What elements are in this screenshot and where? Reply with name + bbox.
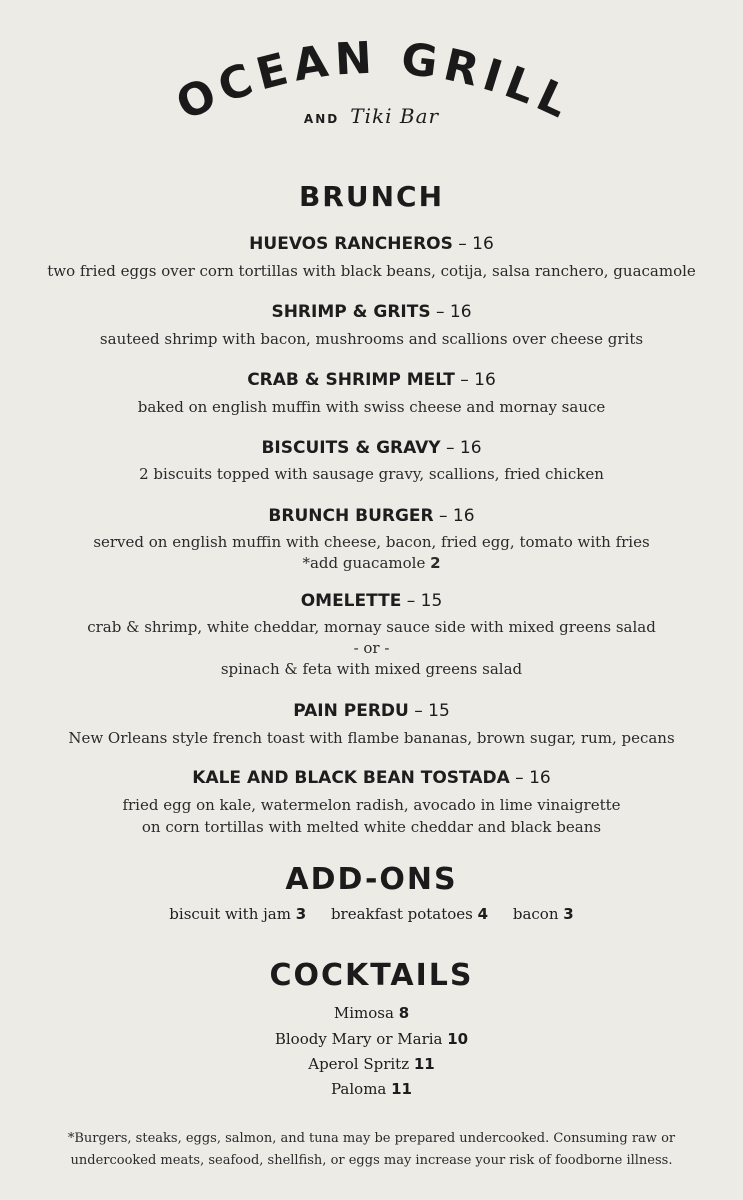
logo-tiki-bar: Tiki Bar [350,104,440,128]
item-title: BRUNCH BURGER [268,506,434,526]
addon-price: 2 [430,554,441,572]
addon-text: *add guacamole [302,554,431,572]
item-price: – 16 [430,302,472,322]
cocktail-name: Mimosa [333,1004,399,1022]
item-title: OMELETTE [300,591,402,611]
item-title: HUEVOS RANCHEROS [249,234,453,254]
item-description: crab & shrimp, white cheddar, mornay sauce side with mixed greens salad [87,618,656,636]
addon-item [513,905,574,923]
item-price: – 16 [454,370,496,390]
item-title: PAIN PERDU [293,701,409,721]
menu-item-name [0,591,743,611]
addons-title: ADD-ONS [285,862,458,897]
item-title: BISCUITS & GRAVY [261,438,441,458]
item-description: on corn tortillas with melted white cheddar and black beans [141,818,602,836]
item-price: – 16 [452,234,494,254]
item-price: – 16 [509,768,551,788]
item-description: New Orleans style french toast with flambe bananas, brown sugar, rum, pecans [68,729,675,747]
cocktail-name: Bloody Mary or Maria [274,1030,448,1048]
addon-name: bacon [512,905,564,923]
cocktail-item [0,1055,743,1073]
menu-item-name [0,438,743,458]
item-price: – 16 [433,506,475,526]
cocktail-price: 11 [391,1080,412,1098]
food-safety-disclaimer: *Burgers, steaks, eggs, salmon, and tuna may be prepared undercooked. Consuming raw or undercooked meats, seafood, shellfish, or eggs may increase your risk of foodborne illness. [67,1131,676,1168]
item-price: – 15 [401,591,443,611]
item-description: two fried eggs over corn tortillas with black beans, cotija, salsa ranchero, guacamole [47,262,696,280]
cocktail-name: Paloma [331,1080,392,1098]
addon-item [169,905,306,923]
cocktail-item [0,1030,743,1048]
addon-price: 3 [563,905,574,923]
logo-main-text: OCEAN GRILL [168,32,582,131]
item-addon-note [0,554,743,572]
addons-list [0,905,743,923]
cocktails-title: COCKTAILS [269,958,474,993]
item-title: KALE AND BLACK BEAN TOSTADA [192,768,510,788]
item-description: spinach & feta with mixed greens salad [220,660,523,678]
item-title: SHRIMP & GRITS [271,302,431,322]
addon-name: breakfast potatoes [330,905,478,923]
addon-price: 4 [477,905,489,923]
item-title: CRAB & SHRIMP MELT [247,370,455,390]
item-price: – 16 [440,438,482,458]
cocktail-price: 10 [447,1030,469,1048]
logo-subtitle [0,104,743,128]
menu-item-name [0,768,743,788]
item-description: fried egg on kale, watermelon radish, avocado in lime vinaigrette [122,796,621,814]
menu-item-name [0,302,743,322]
addon-name: biscuit with jam [169,905,296,923]
brunch-title: BRUNCH [298,180,445,213]
item-description: baked on english muffin with swiss cheese and mornay sauce [137,398,606,416]
addon-price: 3 [295,905,307,923]
addon-item [331,905,488,923]
item-description: - or - [353,639,390,657]
cocktail-price: 8 [398,1004,410,1022]
menu-item-name [0,370,743,390]
menu-item-name [0,701,743,721]
menu-item-name [0,506,743,526]
cocktail-price: 11 [413,1055,435,1073]
logo-and: AND [303,112,340,126]
item-description: 2 biscuits topped with sausage gravy, scallions, fried chicken [139,465,604,483]
cocktail-name: Aperol Spritz [308,1055,414,1073]
item-price: – 15 [408,701,450,721]
item-description: sauteed shrimp with bacon, mushrooms and scallions over cheese grits [99,330,644,348]
menu-item-name [0,234,743,254]
item-description: served on english muffin with cheese, bacon, fried egg, tomato with fries [93,533,650,551]
cocktail-item [0,1080,743,1098]
cocktail-item [0,1004,743,1022]
